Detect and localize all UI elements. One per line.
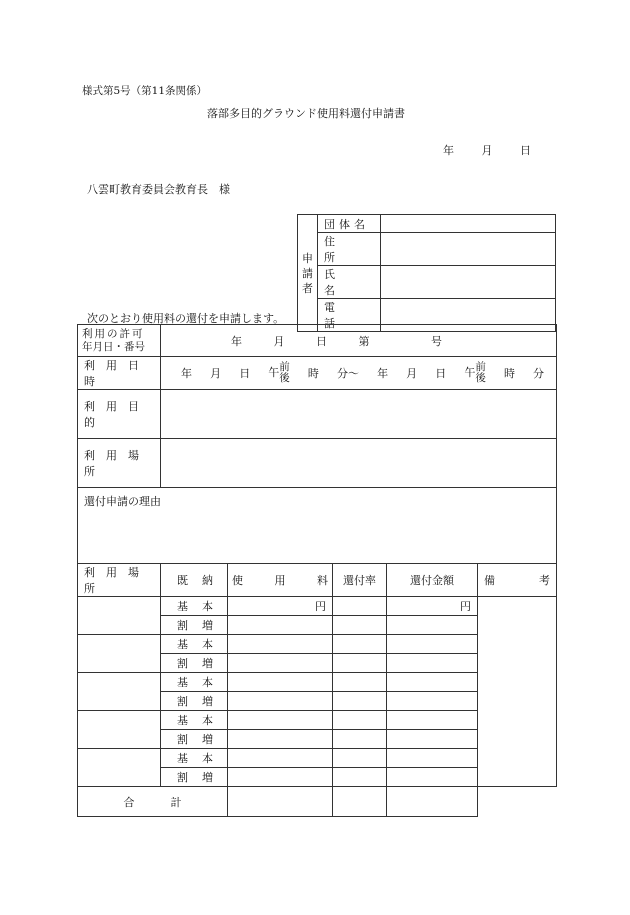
yen-unit: 円 [460, 600, 471, 613]
amount-cell[interactable] [387, 768, 478, 787]
rate-cell[interactable] [333, 673, 387, 692]
usage-from-day: 日 [239, 367, 251, 380]
basic-text: 基本 [177, 714, 227, 727]
basic-text: 基本 [177, 638, 227, 651]
amount-cell[interactable] [387, 749, 478, 768]
fee-cell[interactable] [228, 711, 333, 730]
permit-gou: 号 [431, 334, 442, 348]
reason-label: 還付申請の理由 [84, 495, 161, 508]
rate-cell[interactable] [333, 730, 387, 749]
main-table [77, 324, 557, 817]
rate-cell[interactable] [333, 692, 387, 711]
fee-type-basic [161, 635, 228, 654]
usage-from-minute: 分〜 [336, 367, 359, 380]
fee-type-extra [161, 692, 228, 711]
fee-header-place-text: 利用場所 [84, 566, 150, 595]
usage-to-day: 日 [435, 367, 447, 380]
basic-text: 基本 [177, 600, 227, 613]
date-month: 月 [481, 144, 493, 157]
permit-label-line2: 年月日・番号 [82, 340, 145, 353]
group-name-label [318, 215, 381, 233]
extra-text: 割増 [177, 619, 227, 632]
usage-to-hour: 時 [503, 367, 515, 380]
fee-type-basic [161, 673, 228, 692]
fee-header-place [78, 564, 161, 597]
amount-cell[interactable] [387, 654, 478, 673]
amount-cell[interactable] [387, 597, 478, 616]
fee-header-fee: 使 用 料 [228, 564, 333, 597]
fee-header-rate-text: 還付率 [343, 574, 376, 587]
rate-cell[interactable] [333, 711, 387, 730]
side-char: 請 [302, 266, 313, 280]
fee-cell[interactable] [228, 749, 333, 768]
side-char: 申 [302, 251, 313, 265]
amount-cell[interactable] [387, 673, 478, 692]
fee-type-extra [161, 654, 228, 673]
document-title: 落部多目的グラウンド使用料還付申請書 [207, 107, 405, 120]
yen-unit: 円 [315, 600, 326, 613]
permit-field[interactable] [161, 325, 557, 357]
total-rate-cell[interactable] [333, 787, 387, 817]
permit-dai: 第 [358, 334, 370, 348]
amount-cell[interactable] [387, 635, 478, 654]
fee-place-cell[interactable] [78, 711, 161, 749]
rate-cell[interactable] [333, 749, 387, 768]
name-field[interactable] [381, 266, 556, 299]
am-char: 前 [279, 361, 290, 373]
place-field[interactable] [161, 439, 557, 488]
fee-type-basic [161, 711, 228, 730]
total-text: 合計 [123, 795, 218, 809]
phone-text: 電話 [324, 301, 359, 330]
group-name-text: 団体名 [324, 217, 369, 231]
fee-type-basic [161, 597, 228, 616]
name-label [318, 266, 381, 299]
reason-field[interactable] [78, 488, 557, 564]
fee-cell[interactable] [228, 673, 333, 692]
fee-place-cell[interactable] [78, 635, 161, 673]
extra-text: 割増 [177, 695, 227, 708]
permit-day: 日 [316, 334, 327, 348]
fee-place-cell[interactable] [78, 673, 161, 711]
permit-label-line1: 利用の許可 [82, 327, 145, 340]
fee-type-extra [161, 768, 228, 787]
fee-type-extra [161, 616, 228, 635]
fee-cell[interactable] [228, 635, 333, 654]
name-text: 氏名 [324, 268, 359, 297]
fee-cell[interactable] [228, 692, 333, 711]
go-char: 午 [464, 366, 476, 379]
fee-header-rate [333, 564, 387, 597]
basic-text: 基本 [177, 676, 227, 689]
place-label [78, 439, 161, 488]
addressee: 八雲町教育委員会教育長 様 [87, 183, 230, 196]
purpose-label [78, 390, 161, 439]
date-line [443, 142, 531, 158]
fee-header-amount-text: 還付金額 [410, 574, 454, 587]
usage-from-year: 年 [181, 367, 192, 380]
usage-datetime-label [78, 357, 161, 390]
extra-text: 割増 [177, 733, 227, 746]
rate-cell[interactable] [333, 635, 387, 654]
rate-cell[interactable] [333, 768, 387, 787]
permit-label [78, 325, 161, 357]
usage-from-ampm [268, 362, 290, 384]
purpose-field[interactable] [161, 390, 557, 439]
lead-text: 次のとおり使用料の還付を申請します。 [87, 312, 285, 325]
place-text: 利用場所 [84, 449, 150, 478]
fee-place-cell[interactable] [78, 749, 161, 787]
fee-header-amount [387, 564, 478, 597]
amount-cell[interactable] [387, 616, 478, 635]
extra-text: 割増 [177, 657, 227, 670]
usage-to-month: 月 [406, 367, 418, 380]
pm-char: 後 [475, 372, 486, 384]
pm-char: 後 [279, 372, 290, 384]
amount-cell[interactable] [387, 692, 478, 711]
usage-to-year: 年 [377, 367, 389, 380]
fee-cell[interactable] [228, 768, 333, 787]
fee-type-basic [161, 749, 228, 768]
basic-text: 基本 [177, 752, 227, 765]
total-amount-cell[interactable] [387, 787, 478, 817]
form-number-label: 様式第5号（第11条関係） [82, 85, 208, 97]
usage-to-minute: 分 [533, 367, 545, 380]
usage-from-month: 月 [210, 367, 222, 380]
usage-to-ampm [464, 362, 486, 384]
fee-place-cell[interactable] [78, 597, 161, 635]
fee-header-remarks: 備 考 [478, 564, 557, 597]
address-label [318, 233, 381, 266]
total-fee-cell[interactable] [228, 787, 333, 817]
date-year: 年 [443, 144, 454, 157]
go-char: 午 [268, 366, 280, 379]
remarks-cell[interactable] [478, 597, 557, 787]
fee-cell[interactable] [228, 654, 333, 673]
side-char: 者 [302, 281, 313, 295]
rate-cell[interactable] [333, 616, 387, 635]
date-day: 日 [520, 144, 531, 157]
fee-cell[interactable] [228, 616, 333, 635]
rate-cell[interactable] [333, 654, 387, 673]
total-label [78, 787, 228, 817]
address-text: 住所 [324, 235, 359, 264]
applicant-table [297, 214, 556, 332]
permit-year: 年 [231, 334, 242, 348]
usage-from-hour: 時 [307, 367, 319, 380]
purpose-text: 利用目的 [84, 400, 150, 429]
fee-cell[interactable] [228, 730, 333, 749]
amount-cell[interactable] [387, 711, 478, 730]
rate-cell[interactable] [333, 597, 387, 616]
fee-header-paid [161, 564, 228, 597]
applicant-side-label [298, 215, 318, 332]
amount-cell[interactable] [387, 730, 478, 749]
fee-type-extra [161, 730, 228, 749]
permit-month: 月 [273, 334, 285, 348]
usage-datetime-field[interactable] [161, 357, 557, 390]
usage-datetime-text: 利用日時 [84, 359, 150, 388]
address-field[interactable] [381, 233, 556, 266]
extra-text: 割増 [177, 771, 227, 784]
fee-cell[interactable] [228, 597, 333, 616]
am-char: 前 [475, 361, 486, 373]
group-name-field[interactable] [381, 215, 556, 233]
fee-header-paid-text: 既納 [177, 574, 227, 587]
